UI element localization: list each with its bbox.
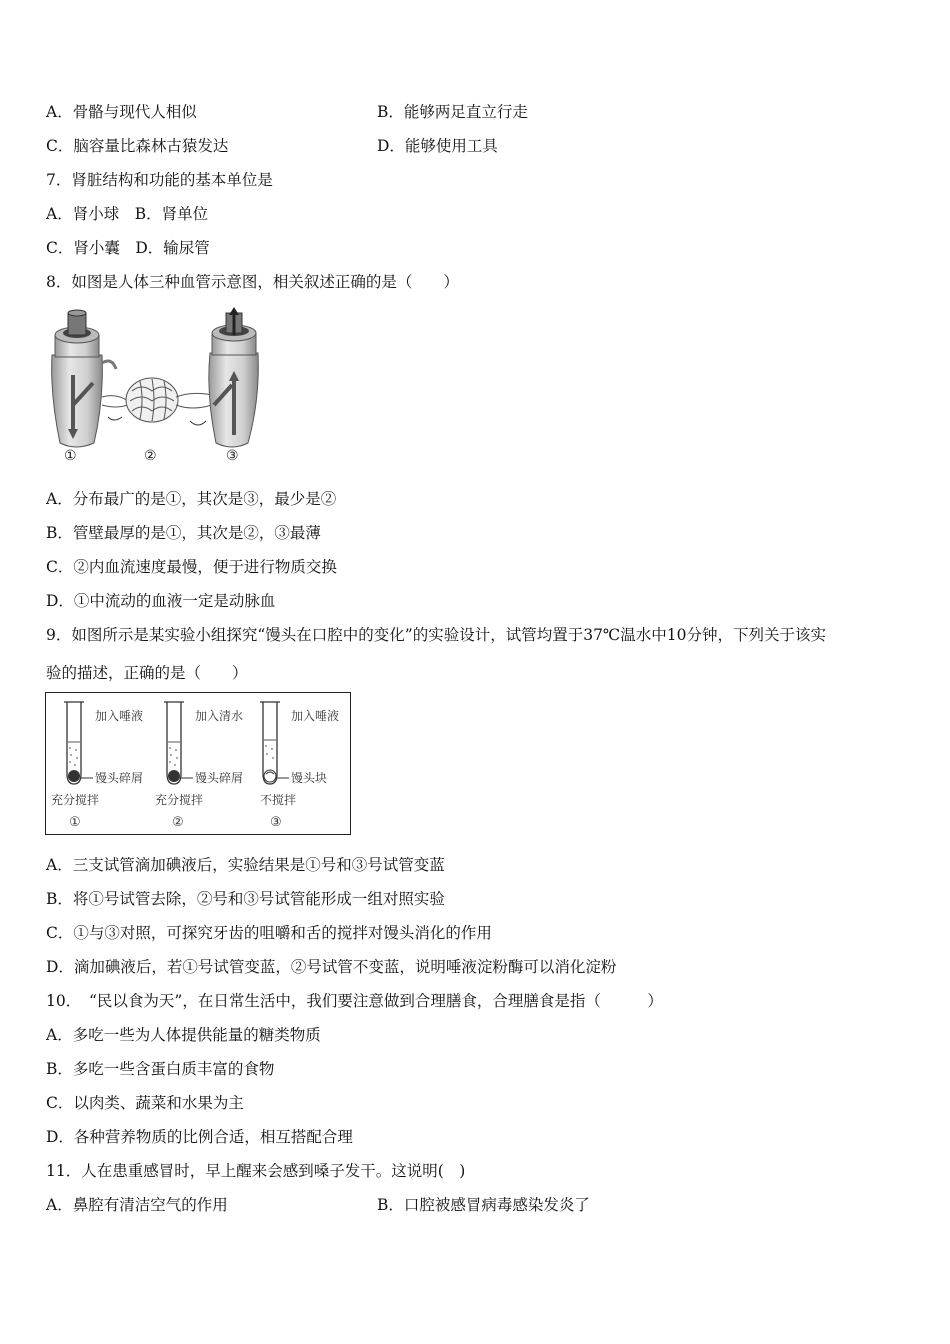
q8-option-d: D．①中流动的血液一定是动脉血 bbox=[46, 592, 276, 610]
q8-option-a: A．分布最广的是①，其次是③，最少是② bbox=[46, 490, 337, 508]
q9-option-d: D．滴加碘液后，若①号试管变蓝，②号试管不变蓝，说明唾液淀粉酶可以消化淀粉 bbox=[46, 958, 617, 976]
q9-option-b: B．将①号试管去除，②号和③号试管能形成一组对照实验 bbox=[46, 890, 445, 908]
tube2-number: ② bbox=[172, 815, 184, 830]
q9-stem-line2: 验的描述，正确的是（ ） bbox=[46, 664, 248, 682]
tube1-side-label: 馒头碎屑 bbox=[95, 771, 144, 785]
q10-option-d: D．各种营养物质的比例合适，相互搭配合理 bbox=[46, 1128, 353, 1146]
tube3-top-label: 加入唾液 bbox=[291, 709, 340, 723]
q10-option-c: C．以肉类、蔬菜和水果为主 bbox=[46, 1094, 244, 1112]
q7-options-cd: C．肾小囊 D．输尿管 bbox=[46, 239, 210, 257]
q6-option-a: A．骨骼与现代人相似 bbox=[46, 103, 197, 121]
q7-stem: 7．肾脏结构和功能的基本单位是 bbox=[46, 171, 273, 189]
q10-stem: 10． “民以食为天”，在日常生活中，我们要注意做到合理膳食，合理膳食是指（ ） bbox=[46, 992, 663, 1010]
q10-option-b: B．多吃一些含蛋白质丰富的食物 bbox=[46, 1060, 275, 1078]
q6-option-d: D．能够使用工具 bbox=[377, 137, 498, 155]
vein-vessel-icon bbox=[209, 307, 258, 447]
capillary-network-icon bbox=[102, 378, 212, 425]
q8-option-c: C．②内血流速度最慢，便于进行物质交换 bbox=[46, 558, 337, 576]
q9-option-c: C．①与③对照，可探究牙齿的咀嚼和舌的搅拌对馒头消化的作用 bbox=[46, 924, 492, 942]
artery-vessel-icon bbox=[52, 310, 116, 447]
q11-stem: 11．人在患重感冒时，早上醒来会感到嗓子发干。这说明( ) bbox=[46, 1162, 466, 1180]
q10-option-a: A．多吃一些为人体提供能量的糖类物质 bbox=[46, 1026, 321, 1044]
tube1-bottom-label: 充分搅拌 bbox=[51, 793, 100, 807]
tube2-bottom-label: 充分搅拌 bbox=[155, 793, 204, 807]
q9-option-a: A．三支试管滴加碘液后，实验结果是①号和③号试管变蓝 bbox=[46, 856, 445, 874]
q6-option-b: B．能够两足直立行走 bbox=[377, 103, 528, 121]
q11-option-b: B．口腔被感冒病毒感染发炎了 bbox=[377, 1196, 590, 1214]
q8-option-b: B．管壁最厚的是①，其次是②，③最薄 bbox=[46, 524, 321, 542]
fig8-label-2: ② bbox=[144, 448, 157, 464]
tube3-number: ③ bbox=[270, 815, 282, 830]
q6-option-c: C．脑容量比森林古猿发达 bbox=[46, 137, 229, 155]
blood-vessel-figure bbox=[46, 305, 266, 467]
fig8-label-1: ① bbox=[64, 448, 77, 464]
test-tube-figure bbox=[45, 692, 351, 835]
tube3-bottom-label: 不搅拌 bbox=[260, 793, 297, 807]
tube3-side-label: 馒头块 bbox=[291, 771, 328, 785]
q8-stem: 8．如图是人体三种血管示意图，相关叙述正确的是（ ） bbox=[46, 273, 459, 291]
tube2-side-label: 馒头碎屑 bbox=[195, 771, 244, 785]
fig8-label-3: ③ bbox=[226, 448, 239, 464]
q11-option-a: A．鼻腔有清洁空气的作用 bbox=[46, 1196, 228, 1214]
tube1-number: ① bbox=[69, 815, 81, 830]
q9-stem-line1: 9．如图所示是某实验小组探究“馒头在口腔中的变化”的实验设计，试管均置于37℃温水中10分钟，下列关于该实 bbox=[46, 626, 826, 644]
tube1-top-label: 加入唾液 bbox=[95, 709, 144, 723]
tube2-top-label: 加入清水 bbox=[195, 709, 244, 723]
q7-options-ab: A．肾小球 B．肾单位 bbox=[46, 205, 209, 223]
